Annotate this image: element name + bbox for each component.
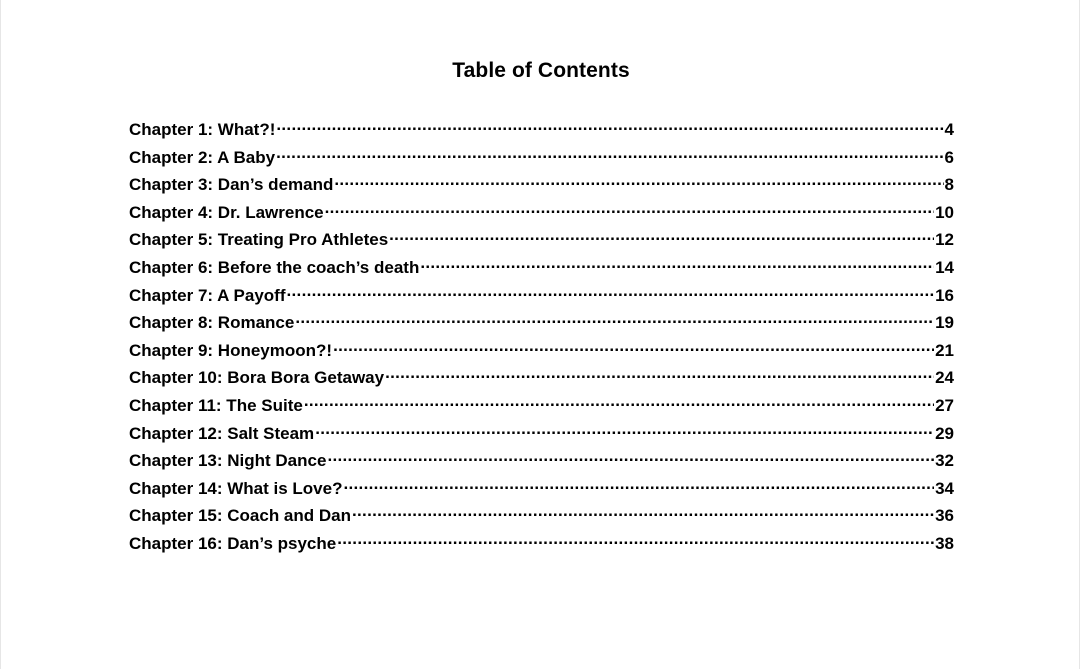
toc-entry xyxy=(129,115,954,143)
toc-entry-page: 21 xyxy=(935,340,954,360)
toc-entry-page: 14 xyxy=(935,257,954,277)
toc-entry-page: 6 xyxy=(944,147,954,167)
dot-leader xyxy=(315,419,934,439)
dot-leader xyxy=(420,253,934,273)
dot-leader xyxy=(276,143,943,163)
toc-entry-label: Chapter 9: Honeymoon?! xyxy=(129,340,333,360)
toc-entry-page: 16 xyxy=(935,285,954,305)
dot-leader xyxy=(295,308,934,328)
dot-leader xyxy=(385,363,934,383)
dot-leader xyxy=(343,474,934,494)
toc-entry-label: Chapter 1: What?! xyxy=(129,120,276,139)
toc-entry xyxy=(129,529,954,557)
toc-entry xyxy=(129,363,954,391)
table-of-contents xyxy=(129,115,954,557)
dot-leader xyxy=(276,115,943,135)
toc-entry xyxy=(129,225,954,253)
dot-leader xyxy=(334,170,943,190)
dot-leader xyxy=(304,391,934,411)
dot-leader xyxy=(337,529,934,549)
toc-entry xyxy=(129,501,954,529)
toc-entry xyxy=(129,391,954,419)
toc-entry-label: Chapter 4: Dr. Lawrence xyxy=(129,202,324,222)
toc-entry-page: 8 xyxy=(944,175,954,195)
toc-entry-label: Chapter 2: A Baby xyxy=(129,147,276,167)
toc-entry-page: 24 xyxy=(935,368,954,388)
toc-entry xyxy=(129,170,954,198)
toc-entry xyxy=(129,308,954,336)
toc-entry xyxy=(129,143,954,171)
toc-entry-page: 19 xyxy=(935,313,954,333)
toc-entry xyxy=(129,446,954,474)
toc-entry-label: Chapter 10: Bora Bora Getaway xyxy=(129,368,385,388)
toc-entry-label: Chapter 14: What is Love? xyxy=(129,478,343,498)
toc-entry-label: Chapter 6: Before the coach’s death xyxy=(129,257,420,277)
toc-entry-page: 32 xyxy=(935,451,954,471)
dot-leader xyxy=(287,281,935,301)
toc-entry xyxy=(129,336,954,364)
toc-entry-label: Chapter 12: Salt Steam xyxy=(129,423,315,443)
toc-entry-label: Chapter 3: Dan’s demand xyxy=(129,175,334,195)
dot-leader xyxy=(327,446,934,466)
toc-entry-page: 27 xyxy=(935,395,954,415)
toc-entry-label: Chapter 15: Coach and Dan xyxy=(129,506,351,526)
toc-entry-label: Chapter 13: Night Dance xyxy=(129,451,327,471)
toc-entry-page: 29 xyxy=(935,423,954,443)
toc-entry-page: 12 xyxy=(935,230,954,250)
toc-entry-label: Chapter 8: Romance xyxy=(129,313,295,333)
toc-entry xyxy=(129,281,954,309)
toc-entry-page: 4 xyxy=(944,120,954,139)
toc-entry-page: 36 xyxy=(935,506,954,526)
toc-entry-page: 38 xyxy=(935,533,954,553)
toc-entry-label: Chapter 5: Treating Pro Athletes xyxy=(129,230,389,250)
page-title: Table of Contents xyxy=(452,59,630,82)
dot-leader xyxy=(389,225,934,245)
toc-entry xyxy=(129,419,954,447)
toc-entry xyxy=(129,253,954,281)
toc-entry xyxy=(129,198,954,226)
toc-entry xyxy=(129,474,954,502)
toc-entry-label: Chapter 16: Dan’s psyche xyxy=(129,533,337,553)
toc-entry-label: Chapter 7: A Payoff xyxy=(129,285,286,305)
toc-entry-label: Chapter 11: The Suite xyxy=(129,395,303,415)
dot-leader xyxy=(352,501,934,521)
dot-leader xyxy=(333,336,934,356)
toc-entry-page: 10 xyxy=(935,202,954,222)
toc-entry-page: 34 xyxy=(935,478,954,498)
dot-leader xyxy=(325,198,934,218)
